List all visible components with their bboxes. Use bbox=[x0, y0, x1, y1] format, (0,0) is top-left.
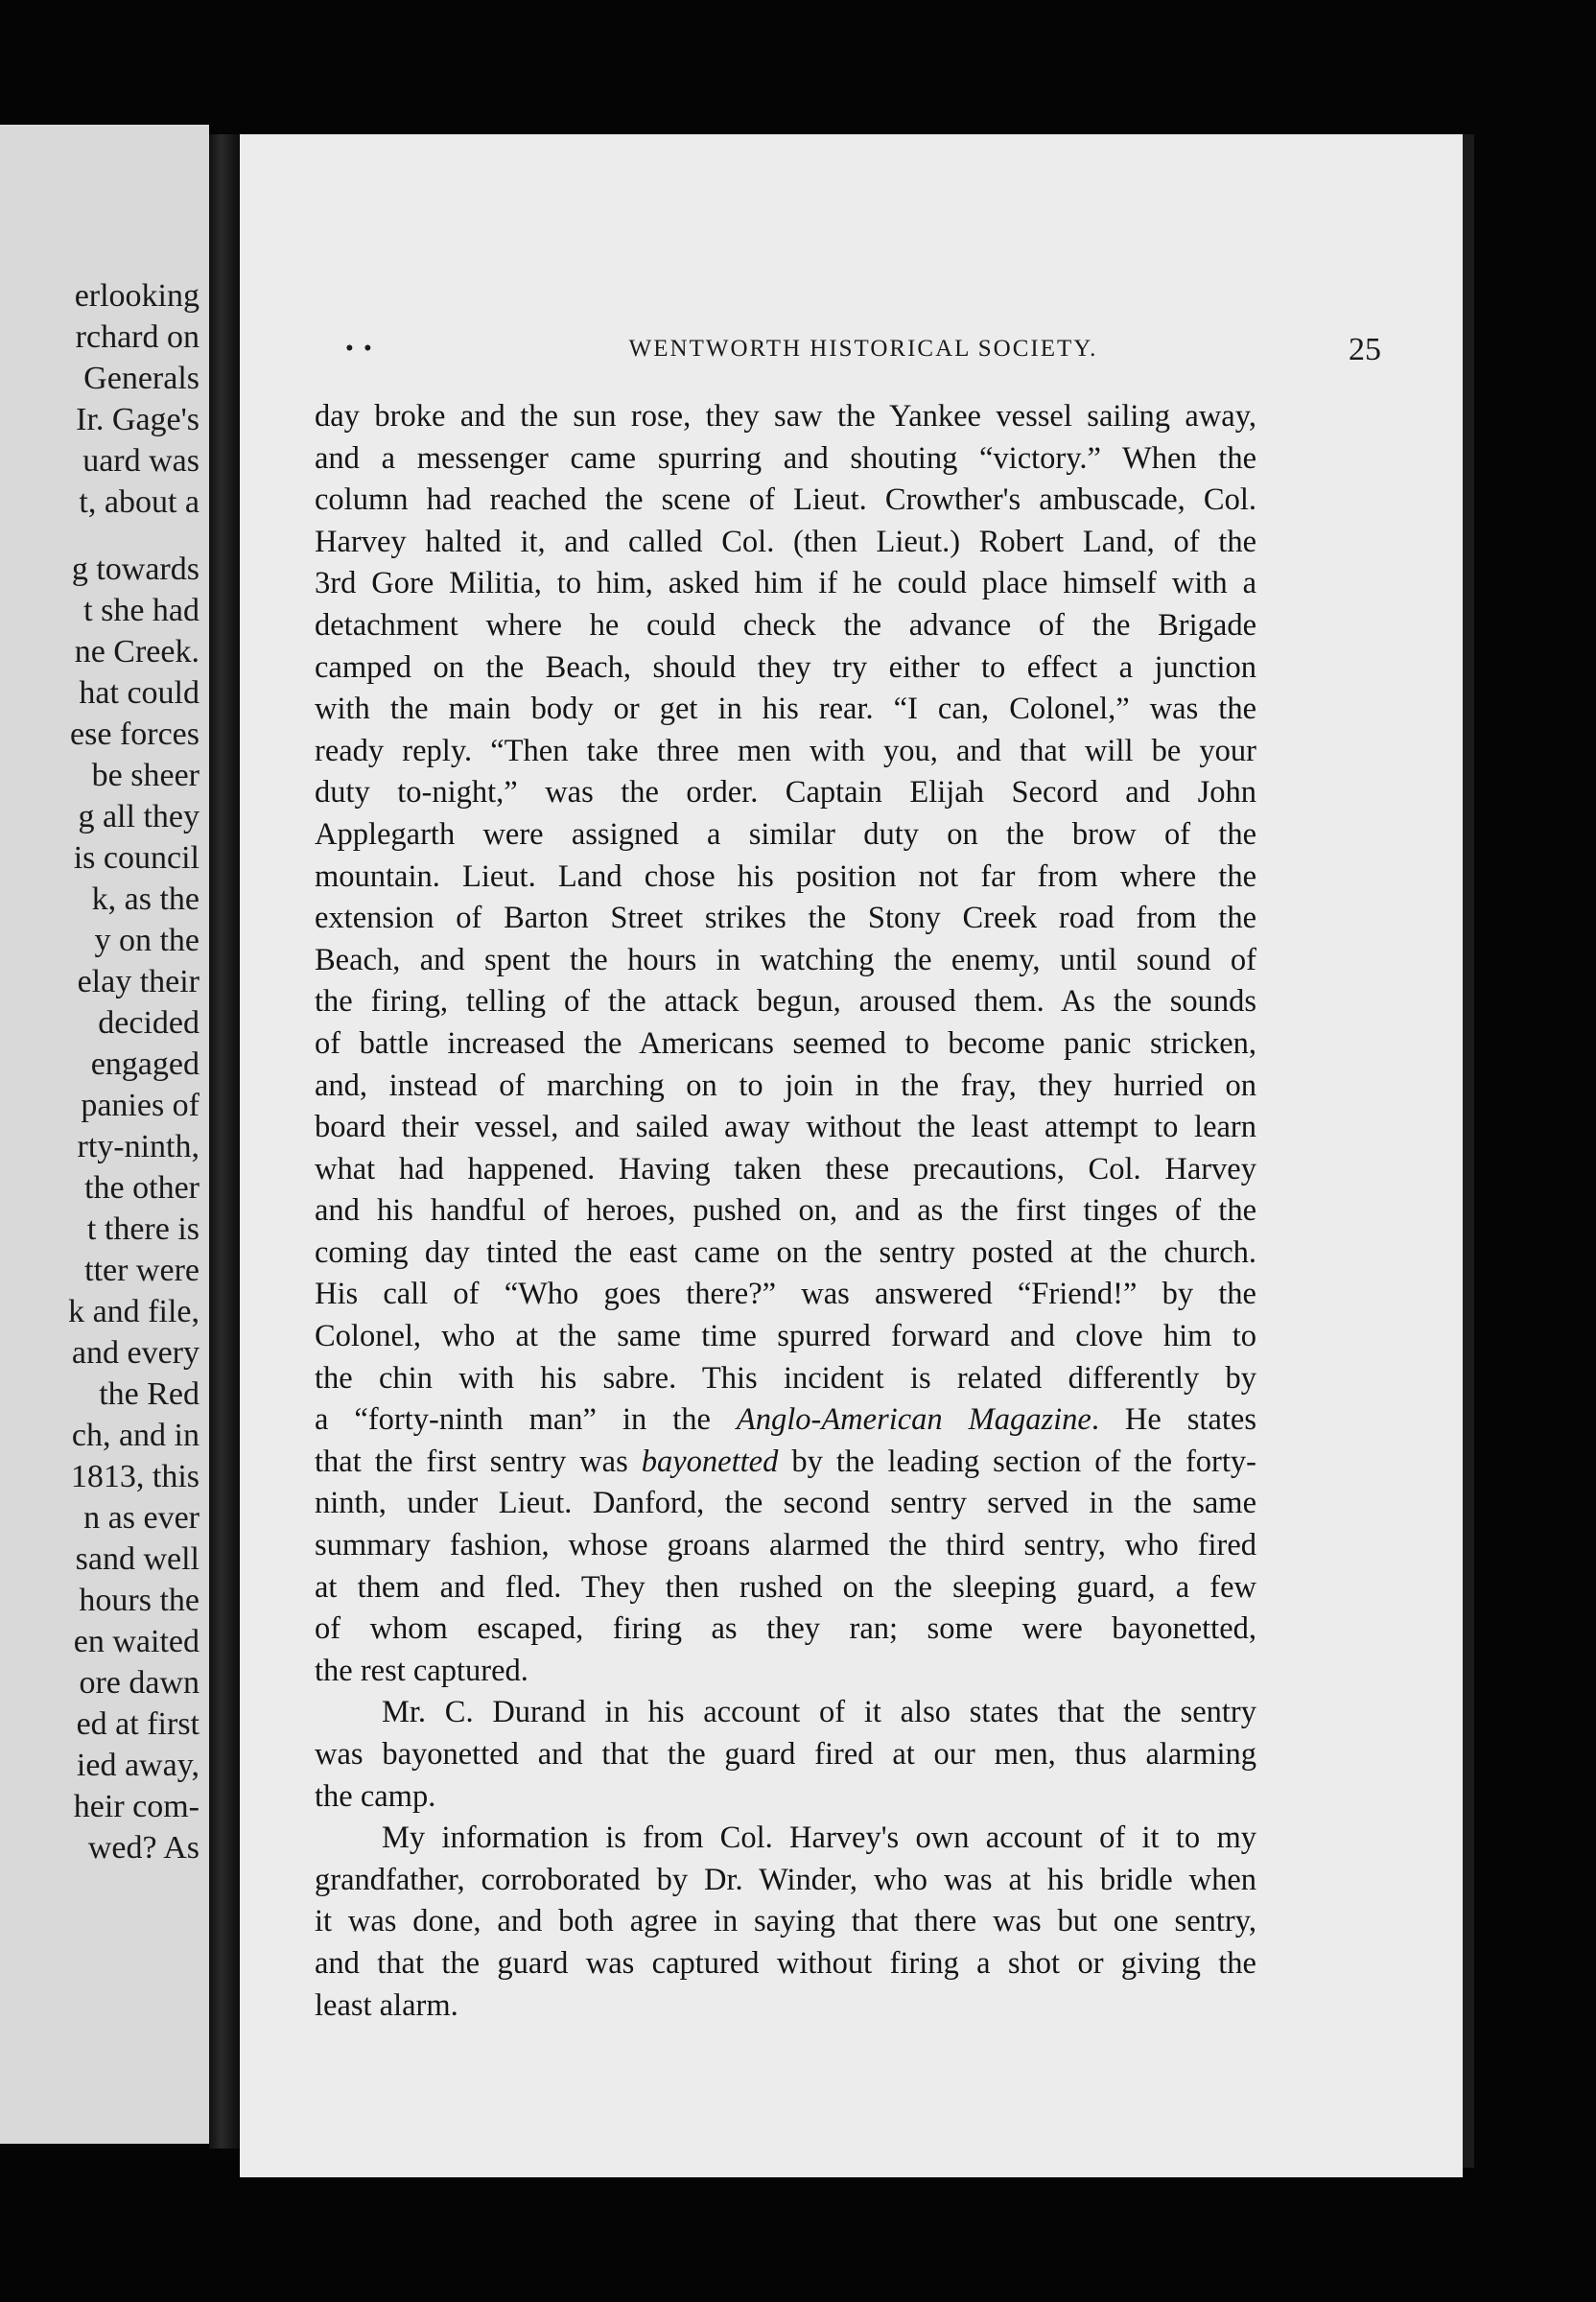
left-page-line: ed at first bbox=[76, 1706, 200, 1742]
left-page-line: 1813, this bbox=[70, 1459, 200, 1494]
left-page-line: hours the bbox=[79, 1583, 200, 1618]
body-line: extension of Barton Street strikes the Stony Creek road from the bbox=[315, 901, 1256, 936]
left-facing-page bbox=[0, 125, 209, 2144]
book-gutter bbox=[209, 134, 240, 2149]
body-line: least alarm. bbox=[315, 1987, 458, 2023]
body-line: grandfather, corroborated by Dr. Winder, who was at his bridle when bbox=[315, 1862, 1256, 1897]
left-page-line: t she had bbox=[83, 593, 200, 628]
left-page-line: and every bbox=[71, 1335, 200, 1371]
body-line: Harvey halted it, and called Col. (then Lieut.) Robert Land, of the bbox=[315, 524, 1256, 559]
body-line: ready reply. “Then take three men with you, and that will be your bbox=[315, 733, 1256, 768]
left-page-line: Ir. Gage's bbox=[76, 402, 200, 437]
left-page-line: g all they bbox=[78, 799, 200, 834]
body-line: Beach, and spent the hours in watching the enemy, until sound of bbox=[315, 942, 1256, 977]
page-number: 25 bbox=[1349, 332, 1381, 367]
left-page-line: hat could bbox=[79, 675, 200, 711]
left-page-line: t, about a bbox=[79, 484, 200, 520]
left-page-line: rchard on bbox=[75, 319, 200, 355]
body-line: what had happened. Having taken these precautions, Col. Harvey bbox=[315, 1151, 1256, 1186]
left-page-line: en waited bbox=[73, 1624, 200, 1659]
body-text bbox=[315, 396, 1256, 2027]
left-page-line: rty-ninth, bbox=[77, 1129, 200, 1164]
body-line: at them and fled. They then rushed on the sleeping guard, a few bbox=[315, 1569, 1256, 1605]
left-page-line: wed? As bbox=[87, 1830, 200, 1866]
left-page-line: be sheer bbox=[91, 758, 200, 793]
left-page-line: y on the bbox=[94, 923, 200, 958]
left-page-line: t there is bbox=[86, 1211, 200, 1247]
head-ornament: • • bbox=[345, 336, 374, 362]
left-page-line: tter were bbox=[84, 1253, 200, 1288]
body-line: was bayonetted and that the guard fired at our men, thus alarming bbox=[315, 1737, 1256, 1772]
body-line: ninth, under Lieut. Danford, the second sentry served in the same bbox=[315, 1486, 1256, 1521]
left-page-line: engaged bbox=[90, 1046, 200, 1082]
left-page-line: k, as the bbox=[91, 881, 200, 917]
left-page-line: elay their bbox=[77, 964, 200, 999]
body-line: and that the guard was captured without firing a shot or giving the bbox=[315, 1945, 1256, 1981]
left-page-line: k and file, bbox=[68, 1294, 200, 1329]
body-line: and, instead of marching on to join in the fray, they hurried on bbox=[315, 1068, 1256, 1103]
body-line: column had reached the scene of Lieut. Crowther's ambuscade, Col. bbox=[315, 482, 1256, 518]
body-line: that the first sentry was bayonetted by the leading section of the forty- bbox=[315, 1444, 1256, 1479]
left-page-line: ese forces bbox=[70, 716, 200, 752]
body-line: coming day tinted the east came on the sentry posted at the church. bbox=[315, 1234, 1256, 1270]
body-line: His call of “Who goes there?” was answered “Friend!” by the bbox=[315, 1277, 1256, 1312]
left-page-line: sand well bbox=[75, 1541, 200, 1577]
body-line: and his handful of heroes, pushed on, and as the first tinges of the bbox=[315, 1193, 1256, 1229]
body-line: the rest captured. bbox=[315, 1653, 528, 1688]
body-line: Mr. C. Durand in his account of it also states that the sentry bbox=[382, 1695, 1256, 1730]
body-line: day broke and the sun rose, they saw the Yankee vessel sailing away, bbox=[315, 399, 1256, 434]
body-line: the chin with his sabre. This incident is related differently by bbox=[315, 1360, 1256, 1396]
body-line: Applegarth were assigned a similar duty on the brow of the bbox=[315, 816, 1256, 852]
running-head-title: WENTWORTH HISTORICAL SOCIETY. bbox=[628, 336, 1098, 362]
body-line: camped on the Beach, should they try either to effect a junction bbox=[315, 649, 1256, 685]
running-head bbox=[345, 332, 1381, 378]
body-line: summary fashion, whose groans alarmed the third sentry, who fired bbox=[315, 1528, 1256, 1563]
left-page-line: ne Creek. bbox=[74, 634, 200, 669]
body-line: board their vessel, and sailed away without the least attempt to learn bbox=[315, 1110, 1256, 1145]
left-page-line: Generals bbox=[83, 361, 200, 396]
body-line: 3rd Gore Militia, to him, asked him if he could place himself with a bbox=[315, 566, 1256, 601]
left-page-line: erlooking bbox=[74, 278, 200, 314]
left-page-line: is council bbox=[73, 840, 200, 876]
left-page-line: ore dawn bbox=[79, 1665, 200, 1701]
body-line: the camp. bbox=[315, 1778, 436, 1814]
body-line: detachment where he could check the advance of the Brigade bbox=[315, 607, 1256, 643]
left-page-line: ch, and in bbox=[71, 1418, 200, 1453]
left-page-line: heir com- bbox=[73, 1789, 200, 1824]
body-line: a “forty-ninth man” in the Anglo-American Magazine. He states bbox=[315, 1402, 1256, 1438]
left-page-line: the other bbox=[84, 1170, 200, 1206]
left-page-line: ied away, bbox=[76, 1748, 200, 1783]
left-page-line: panies of bbox=[81, 1088, 200, 1123]
body-line: of whom escaped, firing as they ran; some were bayonetted, bbox=[315, 1611, 1256, 1647]
left-page-line: n as ever bbox=[83, 1500, 200, 1536]
body-line: the firing, telling of the attack begun, aroused them. As the sounds bbox=[315, 984, 1256, 1020]
body-line: duty to-night,” was the order. Captain Elijah Secord and John bbox=[315, 775, 1256, 810]
left-page-line: g towards bbox=[71, 552, 200, 587]
body-line: with the main body or get in his rear. “I can, Colonel,” was the bbox=[315, 692, 1256, 727]
body-line: Colonel, who at the same time spurred forward and clove him to bbox=[315, 1319, 1256, 1354]
left-page-line: the Red bbox=[99, 1376, 200, 1412]
left-page-line: uard was bbox=[82, 443, 200, 479]
body-line: mountain. Lieut. Land chose his position not far from where the bbox=[315, 858, 1256, 894]
right-page bbox=[240, 134, 1463, 2177]
body-line: of battle increased the Americans seemed to become panic stricken, bbox=[315, 1025, 1256, 1061]
body-line: My information is from Col. Harvey's own account of it to my bbox=[382, 1820, 1256, 1856]
body-line: and a messenger came spurring and shouting “victory.” When the bbox=[315, 440, 1256, 476]
body-line: it was done, and both agree in saying that there was but one sentry, bbox=[315, 1904, 1256, 1939]
page-edge bbox=[1463, 134, 1474, 2168]
left-page-line: decided bbox=[98, 1005, 200, 1041]
